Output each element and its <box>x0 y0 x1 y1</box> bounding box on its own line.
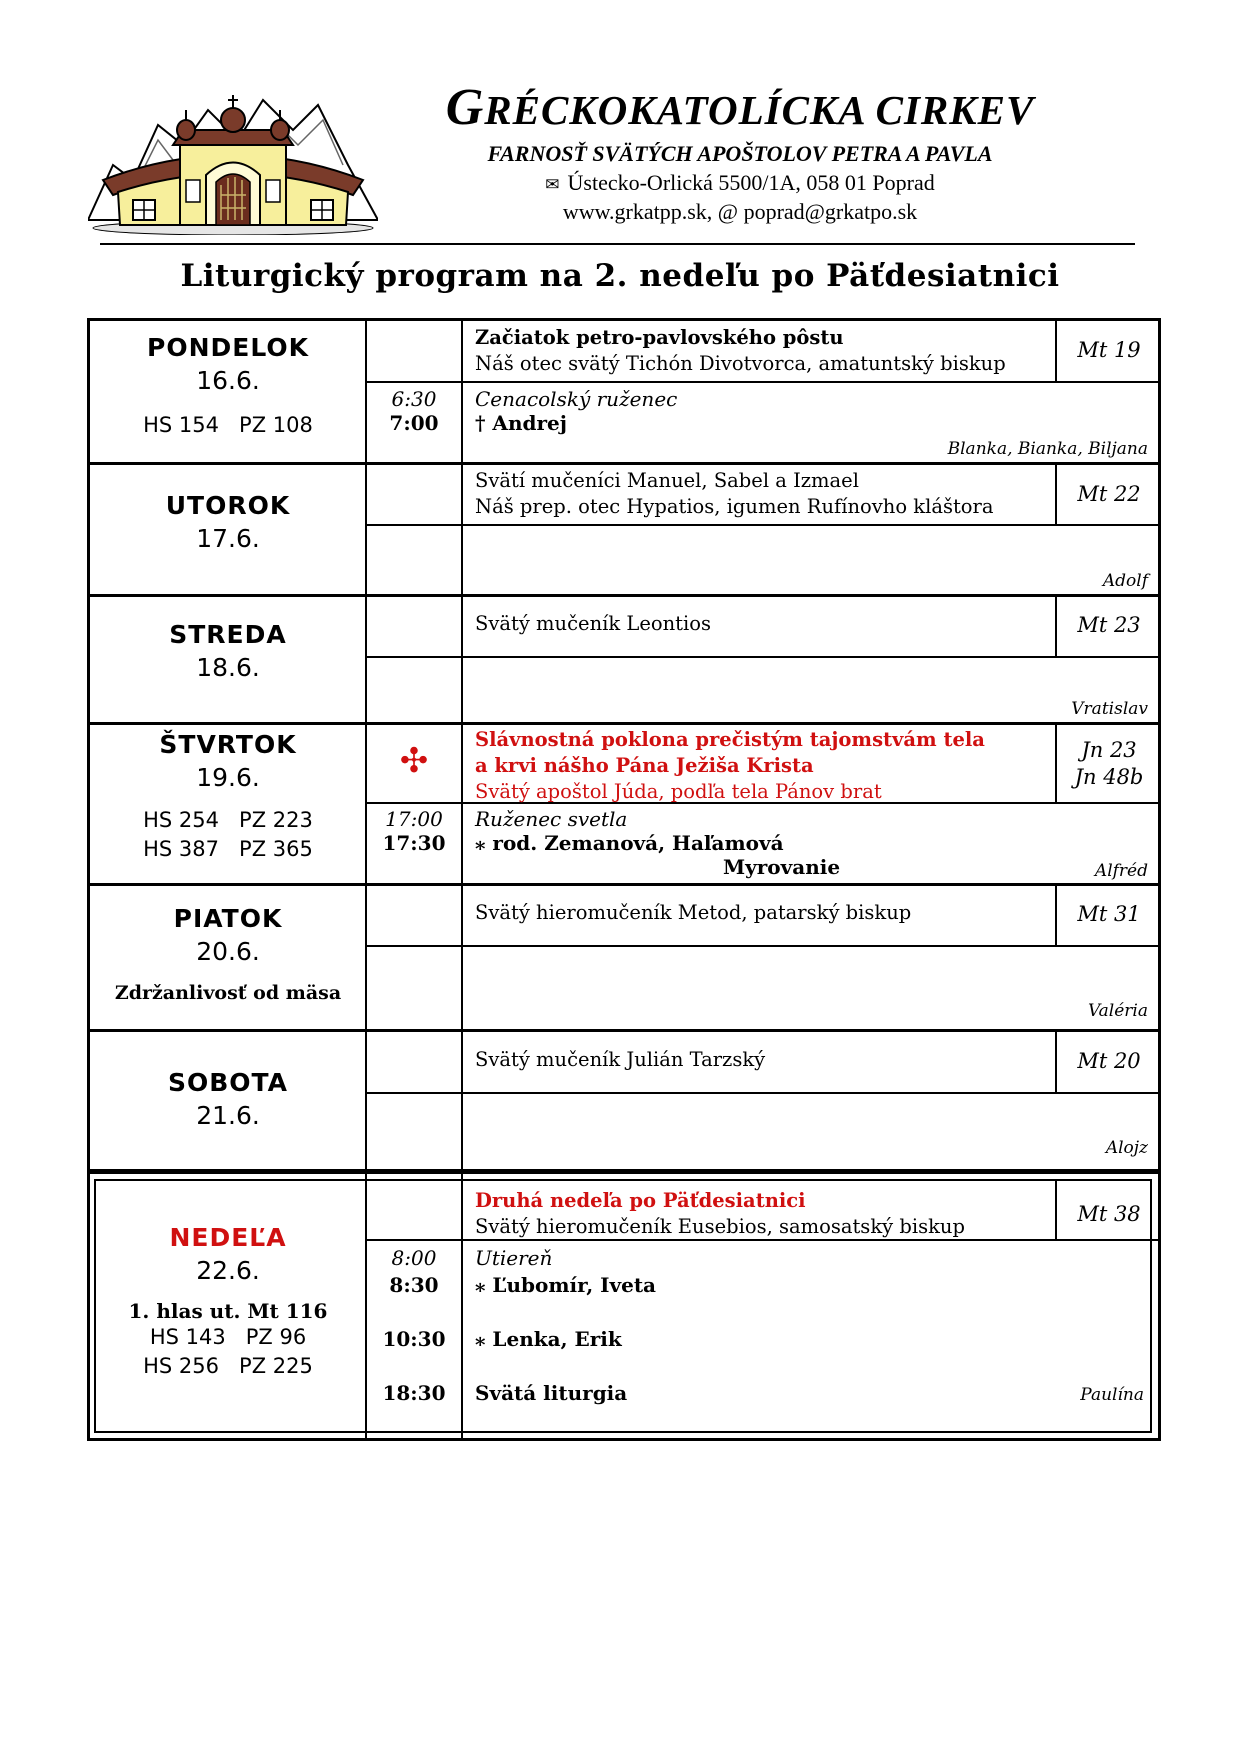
day-date: 18.6. <box>196 653 260 682</box>
tone-note: 1. hlas ut. Mt 116 <box>128 1299 328 1323</box>
intention-sunday-3: ⁎ Lenka, Erik <box>475 1327 622 1351</box>
reading-saturday: Mt 20 <box>1077 1049 1141 1073</box>
nameday-tuesday: Adolf <box>1102 571 1148 591</box>
feast-monday: Začiatok petro-pavlovského pôstu Náš otec svätý Tichón Divotvorca, amatuntský biskup <box>475 326 1006 375</box>
feast-wednesday: Svätý mučeník Leontios <box>475 612 711 635</box>
day-thursday <box>90 730 366 864</box>
nameday-thursday: Alfréd <box>1094 861 1148 881</box>
feast-tuesday: Svätí mučeníci Manuel, Sabel a Izmael Náš prep. otec Hypatios, igumen Rufínovho kláštora <box>475 469 994 518</box>
reading-tuesday: Mt 22 <box>1077 482 1141 506</box>
header-divider <box>100 243 1135 245</box>
fasting-note: Zdržanlivosť od mäsa <box>114 982 342 1004</box>
day-date: 22.6. <box>196 1256 260 1285</box>
reading-wednesday: Mt 23 <box>1077 613 1141 637</box>
feast-thursday: Slávnostná poklona prečistým tajomstvám tela a krvi nášho Pána Ježiša Krista Svätý apoštol Júda, podľa tela Pánov brat <box>475 728 985 803</box>
service-sunday-4: Svätá liturgia <box>475 1381 628 1405</box>
day-date: 19.6. <box>196 763 260 792</box>
feast-saturday: Svätý mučeník Julián Tarzský <box>475 1048 766 1071</box>
day-date: 16.6. <box>196 366 260 395</box>
day-saturday <box>90 1068 366 1130</box>
church-title: GRÉCKOKATOLÍCKA CIRKEV <box>445 79 1035 136</box>
contact-line[interactable]: www.grkatpp.sk, @ poprad@grkatpo.sk <box>562 199 918 224</box>
reading-friday: Mt 31 <box>1077 902 1141 926</box>
day-name: PONDELOK <box>147 333 309 362</box>
page-title: Liturgický program na 2. nedeľu po Päťdesiatnici <box>180 258 1060 294</box>
day-tuesday <box>90 491 366 553</box>
hymn-numbers: HS 154 PZ 108 <box>143 413 313 437</box>
reading-monday: Mt 19 <box>1077 338 1141 362</box>
nameday-wednesday: Vratislav <box>1071 699 1148 719</box>
day-name: PIATOK <box>173 904 283 933</box>
day-sunday <box>90 1223 366 1381</box>
service-monday: Cenacolský ruženec † Andrej <box>475 387 678 435</box>
times-thursday: 17:00 17:30 <box>382 807 446 855</box>
day-name: UTOROK <box>165 491 291 520</box>
nameday-friday: Valéria <box>1087 1001 1148 1021</box>
day-wednesday <box>90 620 366 682</box>
day-name: STREDA <box>169 620 287 649</box>
time-sunday-1: 8:00 <box>391 1246 437 1270</box>
day-friday <box>90 904 366 1004</box>
intention-sunday-2: ⁎ Ľubomír, Iveta <box>475 1273 657 1297</box>
church-logo <box>88 70 378 235</box>
day-date: 17.6. <box>196 524 260 553</box>
feast-sunday: Druhá nedeľa po Päťdesiatnici Svätý hieromučeník Eusebios, samosatský biskup <box>475 1189 965 1238</box>
day-monday <box>90 333 366 437</box>
service-thursday: Ruženec svetla ⁎ rod. Zemanová, Haľamová Myrovanie <box>475 807 841 879</box>
day-name: NEDEĽA <box>169 1223 287 1252</box>
reading-sunday: Mt 38 <box>1077 1202 1141 1226</box>
parish-name: FARNOSŤ SVÄTÝCH APOŠTOLOV PETRA A PAVLA <box>487 141 993 166</box>
day-date: 21.6. <box>196 1101 260 1130</box>
hymn-numbers: HS 143 PZ 96 HS 256 PZ 225 <box>143 1325 313 1378</box>
schedule-table <box>87 318 1161 1441</box>
service-sunday-1: Utiereň <box>475 1246 553 1270</box>
nameday-sunday: Paulína <box>1080 1385 1144 1405</box>
day-date: 20.6. <box>196 937 260 966</box>
time-sunday-2: 8:30 <box>389 1273 439 1297</box>
address-line: ✉ Ústecko-Orlická 5500/1A, 058 01 Poprad <box>545 170 935 195</box>
cross-icon: ✣ <box>399 741 429 781</box>
feast-friday: Svätý hieromučeník Metod, patarský biskup <box>475 901 912 924</box>
time-sunday-4: 18:30 <box>382 1381 446 1405</box>
envelope-icon: ✉ <box>545 175 560 194</box>
day-name: SOBOTA <box>167 1068 289 1097</box>
hymn-numbers: HS 254 PZ 223 HS 387 PZ 365 <box>143 808 313 861</box>
reading-thursday: Jn 23 Jn 48b <box>1074 738 1144 789</box>
times-monday: 6:30 7:00 <box>389 387 439 435</box>
day-name: ŠTVRTOK <box>159 730 297 759</box>
nameday-monday: Blanka, Bianka, Biljana <box>947 439 1148 459</box>
nameday-saturday: Alojz <box>1105 1138 1148 1158</box>
time-sunday-3: 10:30 <box>382 1327 446 1351</box>
